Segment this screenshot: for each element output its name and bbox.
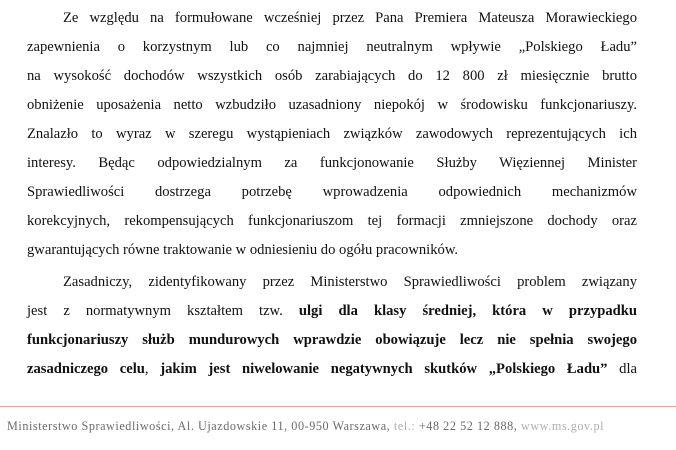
paragraph-1-line-8: korekcyjnych, rekompensujących funkcjonariuszom tej formacji zmniejszone dochody oraz — [27, 213, 637, 229]
paragraph-2-line-3 — [27, 326, 637, 355]
paragraph-2-line-4-text-a: , — [144, 361, 161, 377]
footer-divider — [0, 406, 676, 407]
paragraph-1-line-6: interesy. Będąc odpowiedzialnym za funkcjonowanie Służby Więziennej Minister — [27, 155, 637, 171]
paragraph-2 — [27, 268, 637, 384]
paragraph-1-line-9: gwarantujących równe traktowanie w odniesieniu do ogółu pracowników. — [27, 242, 459, 258]
paragraph-2-line-2-text: jest z normatywnym kształtem tzw. — [27, 303, 299, 319]
paragraph-1-line-4: obniżenie uposażenia netto wzbudziło uzasadniony niepokój w środowisku funkcjonariuszy. — [27, 97, 637, 113]
paragraph-2-line-3-bold: funkcjonariuszy służb mundurowych wprawdzie obowiązuje lecz nie spełnia swojego — [27, 332, 637, 348]
paragraph-1-line-5: Znalazło to wyraz w szeregu wystąpieniach związków zawodowych reprezentujących ich — [27, 126, 637, 142]
footer-phone: +48 22 52 12 888, — [418, 419, 518, 433]
footer — [7, 419, 672, 434]
paragraph-1 — [27, 4, 637, 265]
paragraph-2-line-1: Zasadniczy, zidentyfikowany przez Ministerstwo Sprawiedliwości problem związany — [63, 274, 637, 290]
footer-organization: Ministerstwo Sprawiedliwości, Al. Ujazdowskie 11, 00-950 Warszawa, — [7, 419, 391, 433]
paragraph-2-line-2-bold: ulgi dla klasy średniej, która w przypadku — [298, 303, 637, 319]
document-body — [27, 4, 637, 384]
paragraph-2-line-2 — [27, 297, 637, 326]
paragraph-2-line-4-text-b: dla — [607, 361, 638, 377]
paragraph-1-line-3: na wysokość dochodów wszystkich osób zarabiających do 12 800 zł miesięcznie brutto — [27, 68, 637, 84]
paragraph-1-line-2: zapewnienia o korzystnym lub co najmniej neutralnym wpływie „Polskiego Ładu” — [27, 39, 637, 55]
paragraph-2-line-4-bold-b: jakim jest niwelowanie negatywnych skutków „Polskiego Ładu” — [160, 361, 608, 377]
paragraph-2-line-4 — [27, 355, 637, 384]
footer-phone-label: tel.: — [393, 419, 416, 433]
paragraph-2-line-4-bold-a: zasadniczego celu — [27, 361, 145, 377]
paragraph-1-line-7: Sprawiedliwości dostrzega potrzebę wprowadzenia odpowiednich mechanizmów — [27, 184, 637, 200]
footer-website-link[interactable]: www.ms.gov.pl — [520, 419, 605, 433]
paragraph-1-line-1: Ze względu na formułowane wcześniej przez Pana Premiera Mateusza Morawieckiego — [63, 10, 637, 26]
